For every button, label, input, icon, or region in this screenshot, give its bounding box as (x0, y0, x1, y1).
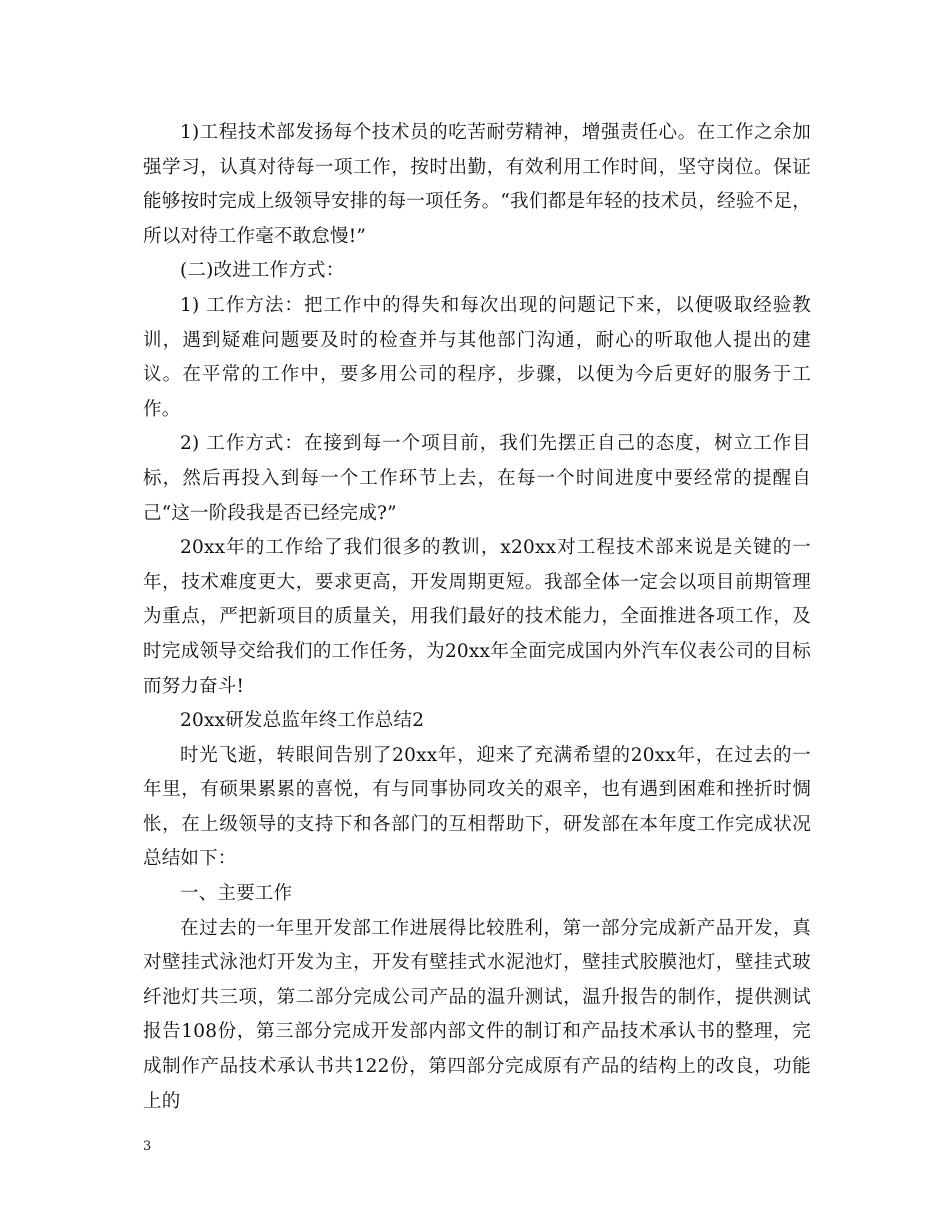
page-number: 3 (143, 1139, 152, 1154)
paragraph-work-method: 1) 工作方法：把工作中的得失和每次出现的问题记下来，以便吸取经验教训，遇到疑难问题要及时的检查并与其他部门沟通，耐心的听取他人提出的建议。在平常的工作中，要多用公司的程序，步骤，以便为今后更好的服务于工作。 (143, 294, 811, 420)
paragraph-year-summary: 20xx年的工作给了我们很多的教训，x20xx对工程技术部来说是关键的一年，技术难度更大，要求更高，开发周期更短。我部全体一定会以项目前期管理为重点，严把新项目的质量关，用我们最好的技术能力，全面推进各项工作，及时完成领导交给我们的工作任务，为20xx年全面完成国内外汽车仪表公司的目标而努力奋斗! (143, 537, 811, 697)
section-title-rd-summary: 20xx研发总监年终工作总结2 (180, 710, 425, 732)
paragraph-responsibility: 1)工程技术部发扬每个技术员的吃苦耐劳精神，增强责任心。在工作之余加强学习，认真对待每一项工作，按时出勤，有效利用工作时间，坚守岗位。保证能够按时完成上级领导安排的每一项任务。“我们都是年轻的技术员，经验不足，所以对待工作毫不敢怠慢!” (143, 122, 811, 247)
heading-main-work: 一、主要工作 (180, 883, 293, 905)
paragraph-intro: 时光飞逝，转眼间告别了20xx年，迎来了充满希望的20xx年，在过去的一年里，有硕果累累的喜悦，有与同事协同攻关的艰辛，也有遇到困难和挫折时惆怅，在上级领导的支持下和各部门的互相帮助下，研发部在本年度工作完成状况总结如下： (143, 744, 811, 870)
document-body (143, 116, 811, 1119)
paragraph-main-work-details: 在过去的一年里开发部工作进展得比较胜利，第一部分完成新产品开发，真对壁挂式泳池灯开发为主，开发有壁挂式水泥池灯，壁挂式胶膜池灯，壁挂式玻纤池灯共三项，第二部分完成公司产品的温升测试，温升报告的制作，提供测试报告108份，第三部分完成开发部内部文件的制订和产品技术承认书的整理，完成制作产品技术承认书共122份，第四部分完成原有产品的结构上的改良，功能上的 (143, 917, 811, 1112)
paragraph-work-approach: 2) 工作方式：在接到每一个项目前，我们先摆正自己的态度，树立工作目标，然后再投入到每一个工作环节上去，在每一个时间进度中要经常的提醒自己“这一阶段我是否已经完成?” (143, 433, 811, 524)
heading-improve-work-methods: (二)改进工作方式： (180, 260, 345, 282)
